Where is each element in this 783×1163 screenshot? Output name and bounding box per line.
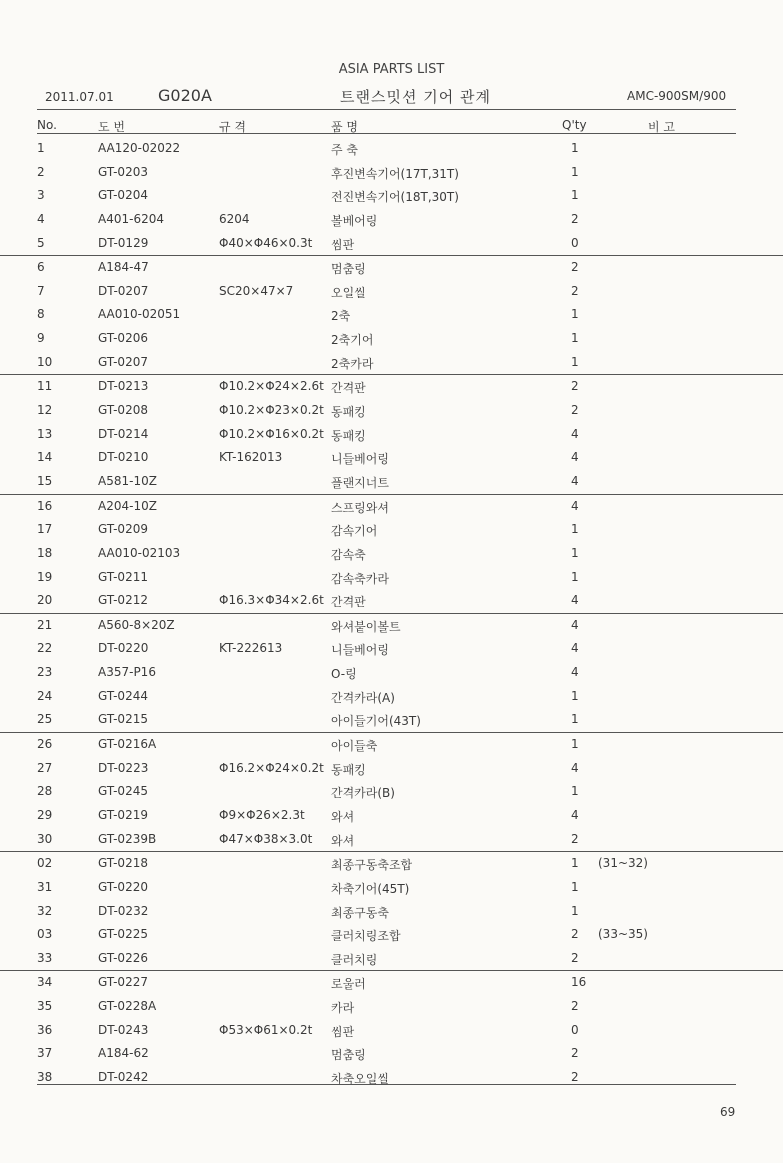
row-part-no: A204-10Z bbox=[98, 498, 157, 513]
table-row bbox=[0, 828, 783, 852]
row-part-no: GT-0244 bbox=[98, 688, 148, 703]
table-row bbox=[0, 399, 783, 423]
row-part-no: A581-10Z bbox=[98, 473, 157, 488]
row-spec: Φ16.2×Φ24×0.2t bbox=[219, 760, 324, 775]
row-part-no: GT-0239B bbox=[98, 831, 157, 846]
row-part-no: GT-0245 bbox=[98, 784, 148, 799]
row-no: 26 bbox=[37, 737, 53, 752]
row-qty: 1 bbox=[571, 903, 579, 918]
row-no: 23 bbox=[37, 665, 53, 680]
row-no: 31 bbox=[37, 879, 53, 894]
row-qty: 1 bbox=[571, 688, 579, 703]
row-part-no: DT-0243 bbox=[98, 1022, 149, 1037]
row-qty: 2 bbox=[571, 1069, 579, 1084]
column-headers bbox=[0, 116, 783, 134]
row-spec: 6204 bbox=[219, 211, 250, 226]
row-no: 27 bbox=[37, 760, 53, 775]
table-row bbox=[0, 255, 783, 280]
row-no: 03 bbox=[37, 927, 53, 942]
row-spec: Φ53×Φ61×0.2t bbox=[219, 1022, 313, 1037]
row-qty: 2 bbox=[571, 283, 579, 298]
row-qty: 2 bbox=[571, 927, 579, 942]
row-no: 12 bbox=[37, 403, 53, 418]
row-name: 동패킹 bbox=[331, 428, 366, 443]
page-title: ASIA PARTS LIST bbox=[338, 62, 445, 77]
table-row bbox=[0, 1042, 783, 1066]
row-part-no: GT-0203 bbox=[98, 164, 148, 179]
table-row bbox=[0, 613, 783, 638]
row-no: 20 bbox=[37, 593, 53, 608]
row-name: 볼베어링 bbox=[331, 213, 378, 228]
table-row bbox=[0, 685, 783, 709]
page-number: 69 bbox=[720, 1105, 736, 1119]
row-part-no: DT-0242 bbox=[98, 1069, 149, 1084]
row-spec: KT-162013 bbox=[219, 450, 283, 465]
row-name: 씸판 bbox=[331, 1024, 355, 1039]
row-part-no: GT-0225 bbox=[98, 927, 148, 942]
col-spec-header: 규 격 bbox=[219, 120, 246, 134]
row-qty: 1 bbox=[571, 545, 579, 560]
row-name: 클러치링 bbox=[331, 952, 378, 967]
table-row bbox=[0, 446, 783, 470]
table-row bbox=[0, 804, 783, 828]
row-no: 30 bbox=[37, 831, 53, 846]
table-row bbox=[0, 542, 783, 566]
row-part-no: GT-0204 bbox=[98, 188, 148, 203]
row-name: 2축기어 bbox=[331, 333, 374, 348]
row-qty: 2 bbox=[571, 403, 579, 418]
row-qty: 2 bbox=[571, 211, 579, 226]
row-spec: Φ10.2×Φ24×2.6t bbox=[219, 379, 324, 394]
row-name: 차축기어(45T) bbox=[331, 881, 410, 896]
table-row bbox=[0, 161, 783, 185]
row-name: 멈춤링 bbox=[331, 262, 366, 277]
row-no: 17 bbox=[37, 522, 53, 537]
row-name: 감속기어 bbox=[331, 524, 378, 539]
row-name: 오일씰 bbox=[331, 285, 366, 300]
row-spec: Φ16.3×Φ34×2.6t bbox=[219, 593, 324, 608]
table-row bbox=[0, 708, 783, 732]
row-part-no: DT-0232 bbox=[98, 903, 149, 918]
row-no: 28 bbox=[37, 784, 53, 799]
row-name: 스프링와셔 bbox=[331, 500, 389, 515]
row-part-no: AA010-02103 bbox=[98, 545, 181, 560]
row-name: 와셔 bbox=[331, 809, 355, 824]
row-qty: 1 bbox=[571, 307, 579, 322]
row-name: 간격판 bbox=[331, 381, 366, 396]
row-part-no: GT-0207 bbox=[98, 354, 148, 369]
row-no: 36 bbox=[37, 1022, 53, 1037]
row-qty: 1 bbox=[571, 164, 579, 179]
row-note: (31~32) bbox=[598, 856, 648, 871]
row-name: 동패킹 bbox=[331, 762, 366, 777]
row-no: 15 bbox=[37, 473, 53, 488]
table-row bbox=[0, 327, 783, 351]
table-row bbox=[0, 518, 783, 542]
row-qty: 1 bbox=[571, 354, 579, 369]
row-name: 니들베어링 bbox=[331, 452, 389, 467]
row-no: 29 bbox=[37, 807, 53, 822]
row-part-no: GT-0218 bbox=[98, 856, 148, 871]
document-date: 2011.07.01 bbox=[45, 90, 114, 104]
row-name: 2축 bbox=[331, 309, 351, 324]
table-row bbox=[0, 757, 783, 781]
row-part-no: AA010-02051 bbox=[98, 307, 181, 322]
row-part-no: DT-0210 bbox=[98, 450, 149, 465]
row-name: 차축오일씰 bbox=[331, 1071, 389, 1086]
row-spec: KT-222613 bbox=[219, 641, 283, 656]
row-qty: 1 bbox=[571, 188, 579, 203]
row-spec: Φ10.2×Φ23×0.2t bbox=[219, 403, 324, 418]
table-row bbox=[0, 589, 783, 613]
row-name: 2축카라 bbox=[331, 356, 374, 371]
table-bottom-rule bbox=[37, 1084, 736, 1085]
row-no: 24 bbox=[37, 688, 53, 703]
row-part-no: A184-47 bbox=[98, 260, 149, 275]
row-no: 25 bbox=[37, 712, 53, 727]
row-name: 주 축 bbox=[331, 143, 358, 157]
row-part-no: GT-0220 bbox=[98, 879, 148, 894]
col-part-header: 도 번 bbox=[98, 120, 125, 134]
row-no: 38 bbox=[37, 1069, 53, 1084]
row-part-no: GT-0211 bbox=[98, 569, 148, 584]
col-note-header: 비 고 bbox=[648, 120, 675, 134]
row-part-no: GT-0212 bbox=[98, 593, 148, 608]
row-name: 감속축 bbox=[331, 547, 366, 562]
row-part-no: AA120-02022 bbox=[98, 141, 181, 155]
table-row bbox=[0, 995, 783, 1019]
table-row bbox=[0, 470, 783, 494]
row-qty: 4 bbox=[571, 617, 579, 632]
row-qty: 4 bbox=[571, 665, 579, 680]
row-name: 간격카라(A) bbox=[331, 690, 395, 705]
row-qty: 16 bbox=[571, 975, 587, 990]
row-no: 22 bbox=[37, 641, 53, 656]
group-code: G020A bbox=[158, 86, 212, 105]
row-no: 32 bbox=[37, 903, 53, 918]
row-no: 1 bbox=[37, 141, 45, 155]
row-part-no: GT-0219 bbox=[98, 807, 148, 822]
row-note: (33~35) bbox=[598, 927, 648, 942]
row-no: 18 bbox=[37, 545, 53, 560]
row-no: 6 bbox=[37, 260, 45, 275]
row-qty: 0 bbox=[571, 1022, 579, 1037]
parts-table bbox=[0, 137, 783, 1090]
row-no: 21 bbox=[37, 617, 53, 632]
table-row bbox=[0, 184, 783, 208]
row-qty: 1 bbox=[571, 737, 579, 752]
table-row bbox=[0, 232, 783, 256]
row-qty: 1 bbox=[571, 856, 579, 871]
row-name: 클러치링조합 bbox=[331, 929, 401, 944]
row-qty: 4 bbox=[571, 807, 579, 822]
row-no: 16 bbox=[37, 498, 53, 513]
table-row bbox=[0, 1019, 783, 1043]
row-no: 19 bbox=[37, 569, 53, 584]
table-row bbox=[0, 661, 783, 685]
row-no: 35 bbox=[37, 999, 53, 1014]
row-part-no: DT-0214 bbox=[98, 426, 149, 441]
row-no: 5 bbox=[37, 235, 45, 250]
row-part-no: A184-62 bbox=[98, 1046, 149, 1061]
row-name: 동패킹 bbox=[331, 405, 366, 420]
table-row bbox=[0, 351, 783, 375]
row-qty: 1 bbox=[571, 879, 579, 894]
row-part-no: GT-0206 bbox=[98, 331, 148, 346]
row-qty: 1 bbox=[571, 569, 579, 584]
row-no: 3 bbox=[37, 188, 45, 203]
row-part-no: GT-0215 bbox=[98, 712, 148, 727]
table-row bbox=[0, 970, 783, 995]
header-top-rule bbox=[37, 109, 736, 110]
table-row bbox=[0, 851, 783, 876]
row-qty: 2 bbox=[571, 260, 579, 275]
row-spec: SC20×47×7 bbox=[219, 283, 294, 298]
row-qty: 2 bbox=[571, 831, 579, 846]
row-no: 2 bbox=[37, 164, 45, 179]
header-bottom-rule bbox=[37, 133, 736, 134]
row-qty: 4 bbox=[571, 593, 579, 608]
col-qty-header: Q'ty bbox=[562, 118, 587, 132]
row-part-no: GT-0226 bbox=[98, 950, 148, 965]
row-name: 카라 bbox=[331, 1001, 355, 1016]
row-name: 최종구동축조합 bbox=[331, 858, 413, 873]
table-row bbox=[0, 900, 783, 924]
row-part-no: A357-P16 bbox=[98, 665, 156, 680]
row-no: 8 bbox=[37, 307, 45, 322]
row-name: 니들베어링 bbox=[331, 643, 389, 658]
row-qty: 1 bbox=[571, 522, 579, 537]
row-name: 와셔 bbox=[331, 833, 355, 848]
row-name: 멈춤링 bbox=[331, 1048, 366, 1063]
group-subject: 트랜스밋션 기어 관계 bbox=[340, 88, 491, 106]
table-row bbox=[0, 1066, 783, 1090]
row-qty: 4 bbox=[571, 641, 579, 656]
row-spec: Φ9×Φ26×2.3t bbox=[219, 807, 305, 822]
table-row bbox=[0, 208, 783, 232]
row-qty: 1 bbox=[571, 712, 579, 727]
row-name: O-링 bbox=[331, 667, 357, 682]
table-row bbox=[0, 923, 783, 947]
table-row bbox=[0, 494, 783, 519]
row-part-no: DT-0129 bbox=[98, 235, 149, 250]
row-qty: 2 bbox=[571, 1046, 579, 1061]
row-part-no: GT-0227 bbox=[98, 975, 148, 990]
row-qty: 0 bbox=[571, 235, 579, 250]
table-row bbox=[0, 637, 783, 661]
row-no: 14 bbox=[37, 450, 53, 465]
table-row bbox=[0, 423, 783, 447]
row-part-no: GT-0228A bbox=[98, 999, 157, 1014]
table-row bbox=[0, 280, 783, 304]
row-part-no: A560-8×20Z bbox=[98, 617, 175, 632]
row-no: 33 bbox=[37, 950, 53, 965]
row-name: 씸판 bbox=[331, 237, 355, 252]
row-name: 간격판 bbox=[331, 595, 366, 610]
row-no: 4 bbox=[37, 211, 45, 226]
row-spec: Φ40×Φ46×0.3t bbox=[219, 235, 313, 250]
row-no: 13 bbox=[37, 426, 53, 441]
table-row bbox=[0, 137, 783, 161]
row-no: 37 bbox=[37, 1046, 53, 1061]
row-spec: Φ47×Φ38×3.0t bbox=[219, 831, 313, 846]
table-row bbox=[0, 303, 783, 327]
row-part-no: DT-0223 bbox=[98, 760, 149, 775]
row-no: 10 bbox=[37, 354, 53, 369]
table-row bbox=[0, 566, 783, 590]
row-part-no: DT-0213 bbox=[98, 379, 149, 394]
row-no: 02 bbox=[37, 856, 53, 871]
col-no-header: No. bbox=[37, 118, 57, 132]
row-name: 최종구동축 bbox=[331, 905, 389, 920]
row-name: 후진변속기어(17T,31T) bbox=[331, 166, 459, 181]
row-name: 아이들축 bbox=[331, 739, 378, 754]
row-name: 아이들기어(43T) bbox=[331, 714, 421, 729]
row-qty: 2 bbox=[571, 379, 579, 394]
row-qty: 4 bbox=[571, 760, 579, 775]
row-name: 로울러 bbox=[331, 977, 366, 992]
row-part-no: GT-0208 bbox=[98, 403, 148, 418]
table-row bbox=[0, 876, 783, 900]
row-no: 11 bbox=[37, 379, 53, 394]
row-qty: 1 bbox=[571, 331, 579, 346]
row-qty: 2 bbox=[571, 999, 579, 1014]
row-qty: 2 bbox=[571, 950, 579, 965]
row-part-no: DT-0220 bbox=[98, 641, 149, 656]
row-qty: 4 bbox=[571, 498, 579, 513]
row-part-no: DT-0207 bbox=[98, 283, 149, 298]
table-row bbox=[0, 374, 783, 399]
col-name-header: 품 명 bbox=[331, 120, 358, 134]
row-qty: 4 bbox=[571, 450, 579, 465]
row-part-no: A401-6204 bbox=[98, 211, 164, 226]
table-row bbox=[0, 947, 783, 971]
row-name: 플랜지너트 bbox=[331, 475, 389, 490]
row-name: 감속축카라 bbox=[331, 571, 389, 586]
row-spec: Φ10.2×Φ16×0.2t bbox=[219, 426, 324, 441]
row-no: 34 bbox=[37, 975, 53, 990]
row-qty: 1 bbox=[571, 784, 579, 799]
row-no: 7 bbox=[37, 283, 45, 298]
row-no: 9 bbox=[37, 331, 45, 346]
row-qty: 4 bbox=[571, 473, 579, 488]
row-part-no: GT-0216A bbox=[98, 737, 157, 752]
row-name: 전진변속기어(18T,30T) bbox=[331, 190, 459, 205]
model-name: AMC-900SM/900 bbox=[627, 89, 727, 103]
row-qty: 4 bbox=[571, 426, 579, 441]
row-qty: 1 bbox=[571, 141, 579, 155]
table-row bbox=[0, 780, 783, 804]
table-row bbox=[0, 732, 783, 757]
row-part-no: GT-0209 bbox=[98, 522, 148, 537]
row-name: 와셔붙이볼트 bbox=[331, 619, 401, 634]
row-name: 간격카라(B) bbox=[331, 786, 395, 801]
